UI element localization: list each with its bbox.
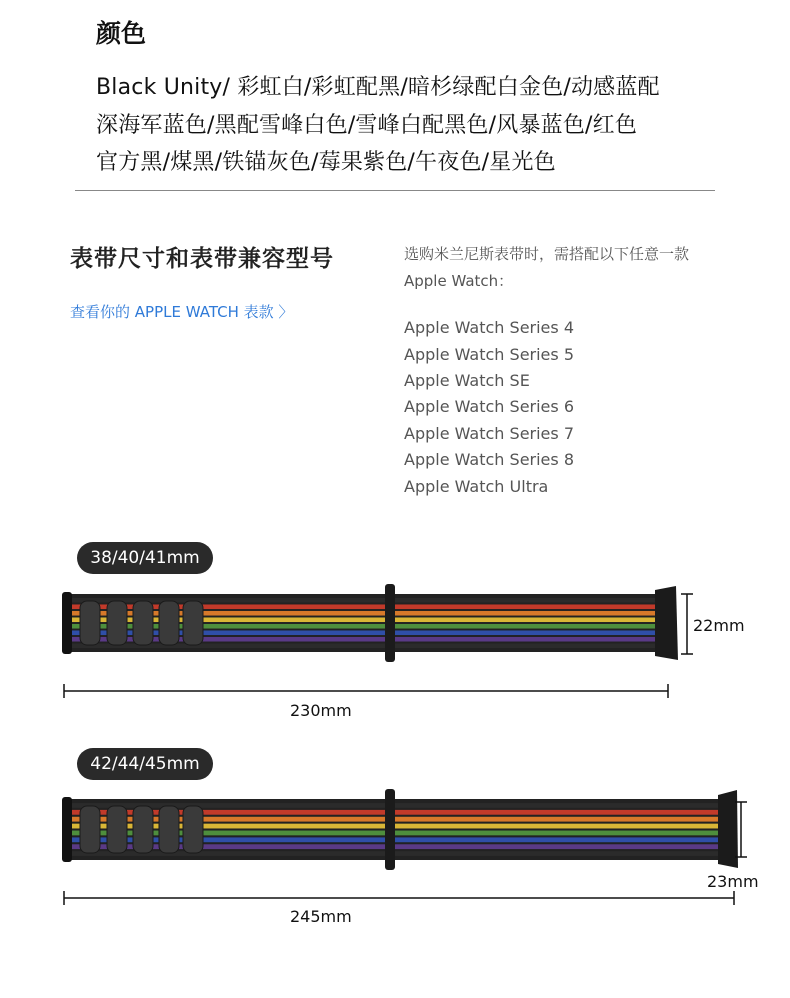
model-item: Apple Watch Series 6 [404, 397, 574, 416]
color-options-line-3: 官方黑/煤黑/铁锚灰色/莓果紫色/午夜色/星光色 [96, 150, 556, 175]
band-loop-pad [133, 806, 153, 853]
model-item: Apple Watch Series 4 [404, 318, 574, 337]
small-band-width-label: 22mm [693, 616, 745, 635]
compatibility-intro-line-1: 选购米兰尼斯表带时，需搭配以下任意一款 [404, 245, 690, 263]
large-band-length-marker [64, 891, 734, 905]
small-band-end-cap [62, 592, 72, 654]
band-loop-pad [159, 806, 179, 853]
band-loop-pad [80, 806, 100, 853]
small-band-length-label: 230mm [290, 701, 352, 720]
color-options-line-2: 深海军蓝色/黑配雪峰白色/雪峰白配黑色/风暴蓝色/红色 [96, 113, 638, 138]
small-band-length-marker [64, 684, 668, 698]
large-band-width-label: 23mm [707, 872, 759, 891]
check-watch-model-link[interactable]: 查看你的 APPLE WATCH 表款 〉 [70, 303, 294, 321]
small-band-loops [80, 601, 203, 645]
color-section-title: 颜色 [96, 19, 147, 48]
band-loop-pad [183, 601, 203, 645]
compatibility-intro-line-2: Apple Watch： [404, 272, 514, 290]
small-band-connector [655, 586, 678, 660]
large-size-badge: 42/44/45mm [77, 748, 213, 780]
band-stripe [70, 598, 660, 603]
small-band-image [62, 584, 678, 662]
band-loop-pad [159, 601, 179, 645]
model-item: Apple Watch SE [404, 371, 530, 390]
band-loop-pad [107, 601, 127, 645]
large-band-end-cap [62, 797, 72, 862]
band-loop-pad [80, 601, 100, 645]
large-band-length-label: 245mm [290, 907, 352, 926]
small-band-keeper [385, 584, 395, 662]
band-stripe [70, 643, 660, 648]
size-compatibility-title: 表带尺寸和表带兼容型号 [70, 246, 334, 272]
color-options-line-1: Black Unity/ 彩虹白/彩虹配黑/暗杉绿配白金色/动感蓝配 [96, 75, 660, 100]
model-item: Apple Watch Series 7 [404, 424, 574, 443]
band-loop-pad [107, 806, 127, 853]
small-size-badge: 38/40/41mm [77, 542, 213, 574]
band-loop-pad [133, 601, 153, 645]
large-band-loops [80, 806, 203, 853]
model-item: Apple Watch Ultra [404, 477, 549, 496]
model-item: Apple Watch Series 8 [404, 450, 574, 469]
large-band-keeper [385, 789, 395, 870]
small-band-width-marker [681, 594, 693, 654]
band-loop-pad [183, 806, 203, 853]
model-item: Apple Watch Series 5 [404, 345, 574, 364]
large-band-image [62, 789, 738, 870]
